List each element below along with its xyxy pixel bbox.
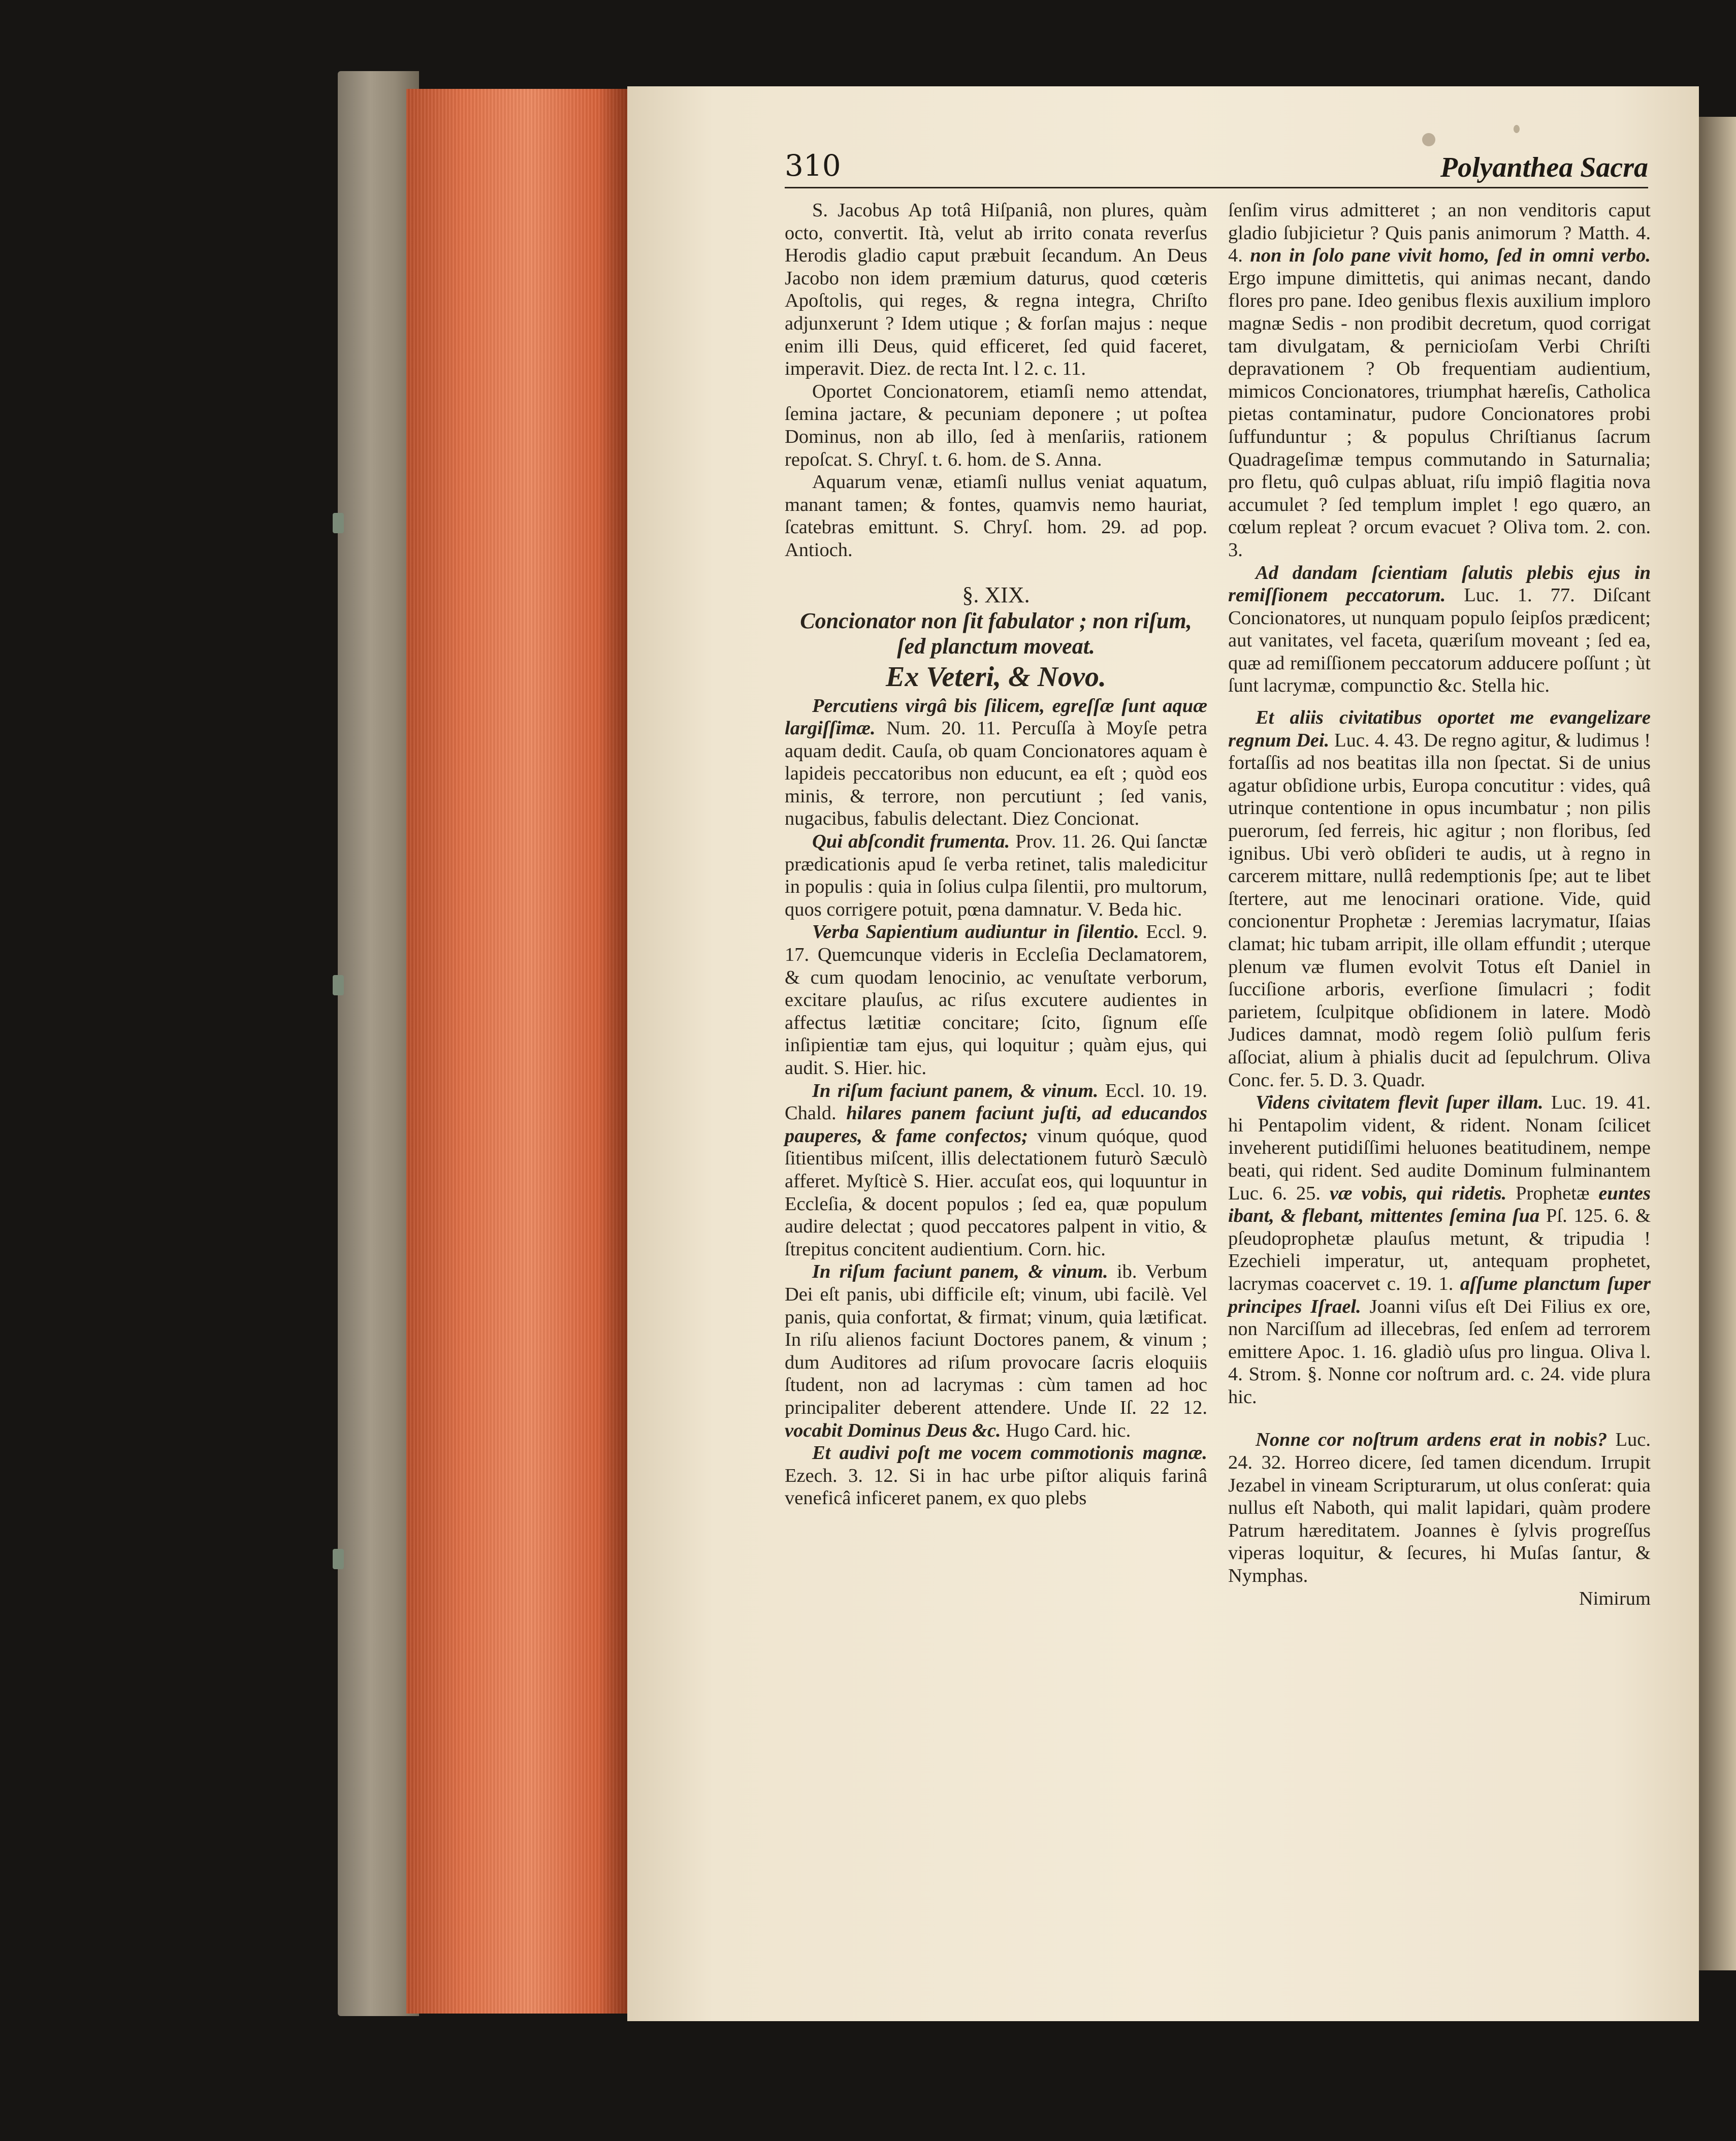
quotation: væ vobis, qui ridetis. xyxy=(1329,1182,1507,1204)
paragraph: Aquarum venæ, etiamſi nullus veniat aquatum, manant tamen; & fontes, quamvis nemo hauriat, ſcatebras emittunt. S. Chryſ. hom. 29. ad pop. Antioch. xyxy=(785,471,1207,561)
section-heading: Concionator non ſit fabulator ; non riſum, ſed planctum moveat. xyxy=(800,608,1192,659)
section-subheading: Ex Veteri, & Novo. xyxy=(886,661,1106,693)
quotation: Videns civitatem flevit ſuper illam. xyxy=(1256,1092,1544,1114)
quotation: vocabit Dominus Deus &c. xyxy=(785,1419,1001,1441)
paragraph: Oportet Concionatorem, etiamſi nemo attendat, ſemina jactare, & pecuniam deponere ; ut poſtea Dominus, non ab illo, ſed à menſariis, rationem repoſcat. S. Chryſ. t. 6. hom. de S. Anna. xyxy=(785,380,1207,470)
section-number: §. XIX. xyxy=(962,582,1030,607)
paragraph: S. Jacobus Ap totâ Hiſpaniâ, non plures, quàm octo, convertit. Ità, velut ab irrito conata reverſus Herodis gladio caput præbuit ſecandum. An Deus Jacobo non idem præmium daturus, quod cœteris Apoſtolis, qui reges, & regna integra, Chriſto adjunxerunt ? Idem utique ; & forſan majus : neque enim illi Deus, quid efficeret, ſed quid faceret, imperavit. Diez. de recta Int. l 2. c. 11. xyxy=(785,200,1207,380)
paragraph: Qui abſcondit frumenta. Prov. 11. 26. Qui ſanctæ prædicationis apud ſe verba retinet, talis maledicitur in populis : quia in ſolius culpa ſilentii, pro multorum, quos corrigere potuit, pœna damnatur. V. Beda hic. xyxy=(785,831,1207,920)
quotation: euntes ibant, & flebant, mittentes ſemina ſua xyxy=(1228,1182,1651,1227)
quotation: Qui abſcondit frumenta. xyxy=(812,831,1010,853)
quotation: Nonne cor noſtrum ardens erat in nobis? xyxy=(1256,1429,1608,1451)
page-number: 310 xyxy=(785,148,841,183)
paragraph: Verba Sapientium audiuntur in ſilentio. Eccl. 9. 17. Quemcunque videris in Eccleſia Declamatorem, & cum quodam lenocinio, ac venuſtate verborum, excitare plauſus, ac riſus excutere audientes in affectus lætitiæ concitare; ſcito, ſignum eſſe inſipientiæ tam ejus, qui loquitur ; quàm ejus, qui audit. S. Hier. hic. xyxy=(785,921,1207,1079)
quotation: Percutiens virgâ bis ſilicem, egreſſæ ſunt aquæ largiſſimæ. xyxy=(785,695,1207,739)
quotation: hilares panem faciunt juſti, ad educandos pauperes, & fame confectos; xyxy=(785,1102,1207,1147)
quotation: Verba Sapientium audiuntur in ſilentio. xyxy=(812,921,1139,943)
clasp-mark xyxy=(333,1549,344,1569)
quotation: aſſume planctum ſuper principes Iſrael. xyxy=(1228,1273,1651,1317)
running-head xyxy=(785,148,1648,189)
quotation: non in ſolo pane vivit homo, ſed in omni verbo. xyxy=(1250,245,1651,267)
quotation: In riſum faciunt panem, & vinum. xyxy=(812,1261,1108,1283)
running-title: Polyanthea Sacra xyxy=(1440,152,1648,183)
facing-page-edge xyxy=(1699,117,1736,1970)
right-column xyxy=(1228,199,1651,1610)
paragraph: Et aliis civitatibus oportet me evangelizare regnum Dei. Luc. 4. 43. De regno agitur, & ludimus ! fortaſſis ad nos beatitas illa non ſpectat. Si de unius agatur obſidione urbis, Europa concutitur : vides, quâ utrinque contentione in opus incumbatur ; non pilis puerorum, ſed ferreis, hic agitur ; non floribus, ſed ignibus. Ubi verò obſideri te audis, ut à regno in carcerem mittare, nullâ redemptionis ſpe; aut te libet ſtertere, aut me lenocinari oratione. Vide, quid concionentur Prophetæ : Jeremias lacrymatur, Iſaias clamat; hic tubam arripit, ille ollam effundit ; uterque plenum væ flumen evolvit Totus eſt Daniel in ſucciſione arboris, everſione ſimulacri ; fodit parietem, ſculpitque obſidionem in latere. Modò Judices damnat, modò regem ſoliò pulſum feris aſſociat, alium à phialis ducit ad ſepulchrum. Oliva Conc. fer. 5. D. 3. Quadr. xyxy=(1228,707,1651,1091)
catchword: Nimirum xyxy=(1579,1587,1651,1609)
paragraph: Ad dandam ſcientiam ſalutis plebis ejus in remiſſionem peccatorum. Luc. 1. 77. Diſcant Concionatores, ut nunquam populo ſeipſos prædicent; aut vanitates, vel faceta, quæriſum moveant ; ſed ea, quæ ad remiſſionem peccatorum adducere poſſunt ; ùt ſunt lacrymæ, compunctio &c. Stella hic. xyxy=(1228,562,1651,697)
header-rule xyxy=(785,187,1648,188)
paragraph: In riſum faciunt panem, & vinum. ib. Verbum Dei eſt panis, ubi difficile eſt; vinum, ubi facilè. Vel panis, quia confortat, & firmat; vinum, quia lætificat. In riſu alienos faciunt Doctores panem, & vinum ; dum Auditores ad riſum provocare ſacris eloquiis ſtudent, non ad lacrymas : cùm tamen ad hoc principaliter deberent attendere. Unde Iſ. 22 12. vocabit Dominus Deus &c. Hugo Card. hic. xyxy=(785,1261,1208,1441)
paragraph: Percutiens virgâ bis ſilicem, egreſſæ ſunt aquæ largiſſimæ. Num. 20. 11. Percuſſa à Moyſe petra aquam dedit. Cauſa, ob quam Concionatores aquam è lapideis peccatoribus non educunt, ea eſt ; quòd eos minis, & terrore, non percutiunt ; ſed vanis, nugacibus, fabulis delectant. Diez Concionat. xyxy=(785,695,1207,830)
paragraph: In riſum faciunt panem, & vinum. Eccl. 10. 19. Chald. hilares panem faciunt juſti, ad educandos pauperes, & fame confectos; vinum quóque, quod ſitientibus miſcent, illis delectationem futurò Sæculò afferet. Myſticè S. Hier. accuſat eos, qui loquuntur in Eccleſia, & docent populos ; ſed ea, quæ populum audire delectat ; quod peccatores palpent in vitio, & ſtrepitus concitent audientium. Corn. hic. xyxy=(785,1080,1208,1260)
paragraph: Et audivi poſt me vocem commotionis magnæ. Ezech. 3. 12. Si in hac urbe piſtor aliquis farinâ veneficâ inficeret panem, ex quo plebs xyxy=(785,1442,1207,1509)
clasp-mark xyxy=(333,513,344,533)
quotation: Et aliis civitatibus oportet me evangelizare regnum Dei. xyxy=(1228,707,1651,751)
ink-spot xyxy=(1422,133,1435,146)
paragraph: Videns civitatem flevit ſuper illam. Luc. 19. 41. hi Pentapolim vident, & rident. Nonam ſcilicet inveherent putidiſſimi heluones beatitudinem, nempe beati, qui rident. Sed audite Dominum fulminantem Luc. 6. 25. væ vobis, qui ridetis. Prophetæ euntes ibant, & flebant, mittentes ſemina ſua Pſ. 125. 6. & pſeudoprophetæ plauſus metunt, & tripudia ! Ezechieli imperatur, ut, antequam prophetet, lacrymas coacervet c. 19. 1. aſſume planctum ſuper principes Iſrael. Joanni viſus eſt Dei Filius ex ore, non Narciſſum ad illecebras, ſed enſem ad terrorem emittere Apoc. 1. 16. gladiò uſus pro lingua. Oliva l. 4. Strom. §. Nonne cor noſtrum ard. c. 24. vide plura hic. xyxy=(1228,1092,1651,1408)
ink-spot xyxy=(1514,125,1520,133)
clasp-mark xyxy=(333,975,344,995)
paragraph: Nonne cor noſtrum ardens erat in nobis? Luc. 24. 32. Horreo dicere, ſed tamen dicendum. Irrupit Jezabel in vineam Scripturarum, ut olus conſerat: quia nullus eſt Naboth, qui malit lapidari, quàm prodere Patrum hæreditatem. Joannes è ſylvis progreſſus viperas loquitur, & ſecures, hi Muſas ſantur, & Nymphas. xyxy=(1228,1429,1651,1587)
quotation: Et audivi poſt me vocem commotionis magnæ. xyxy=(812,1442,1207,1464)
red-fore-edge xyxy=(406,89,630,2014)
quotation: Ad dandam ſcientiam ſalutis plebis ejus in remiſſionem peccatorum. xyxy=(1228,562,1651,606)
paragraph: ſenſim virus admitteret ; an non venditoris caput gladio ſubjicietur ? Quis panis animorum ? Matth. 4. 4. non in ſolo pane vivit homo, ſed in omni verbo. Ergo impune dimittetis, qui animas necant, dando flores pro pane. Ideo genibus flexis auxilium imploro magnæ Sedis - non prodibit decretum, quod corrigat tam divulgatam, & pernicioſam Verbi Chriſti depravationem ? Ob frequentiam audientium, mimicos Concionatores, triumphat hæreſis, Catholica pietas contaminatur, pudore Concionatores probi ſuffunduntur ; & populus Chriſtianus ſacrum Quadrageſimæ tempus commutando in Saturnalia; pro fletu, quô culpas abluat, riſu impiô flagitia nova accumulet ? ſed templum implet ! ego quæro, an cœlum repleat ? orcum evacuet ? Oliva tom. 2. con. 3. xyxy=(1228,200,1651,561)
left-column xyxy=(785,199,1207,1510)
quotation: In riſum faciunt panem, & vinum. xyxy=(812,1080,1099,1101)
